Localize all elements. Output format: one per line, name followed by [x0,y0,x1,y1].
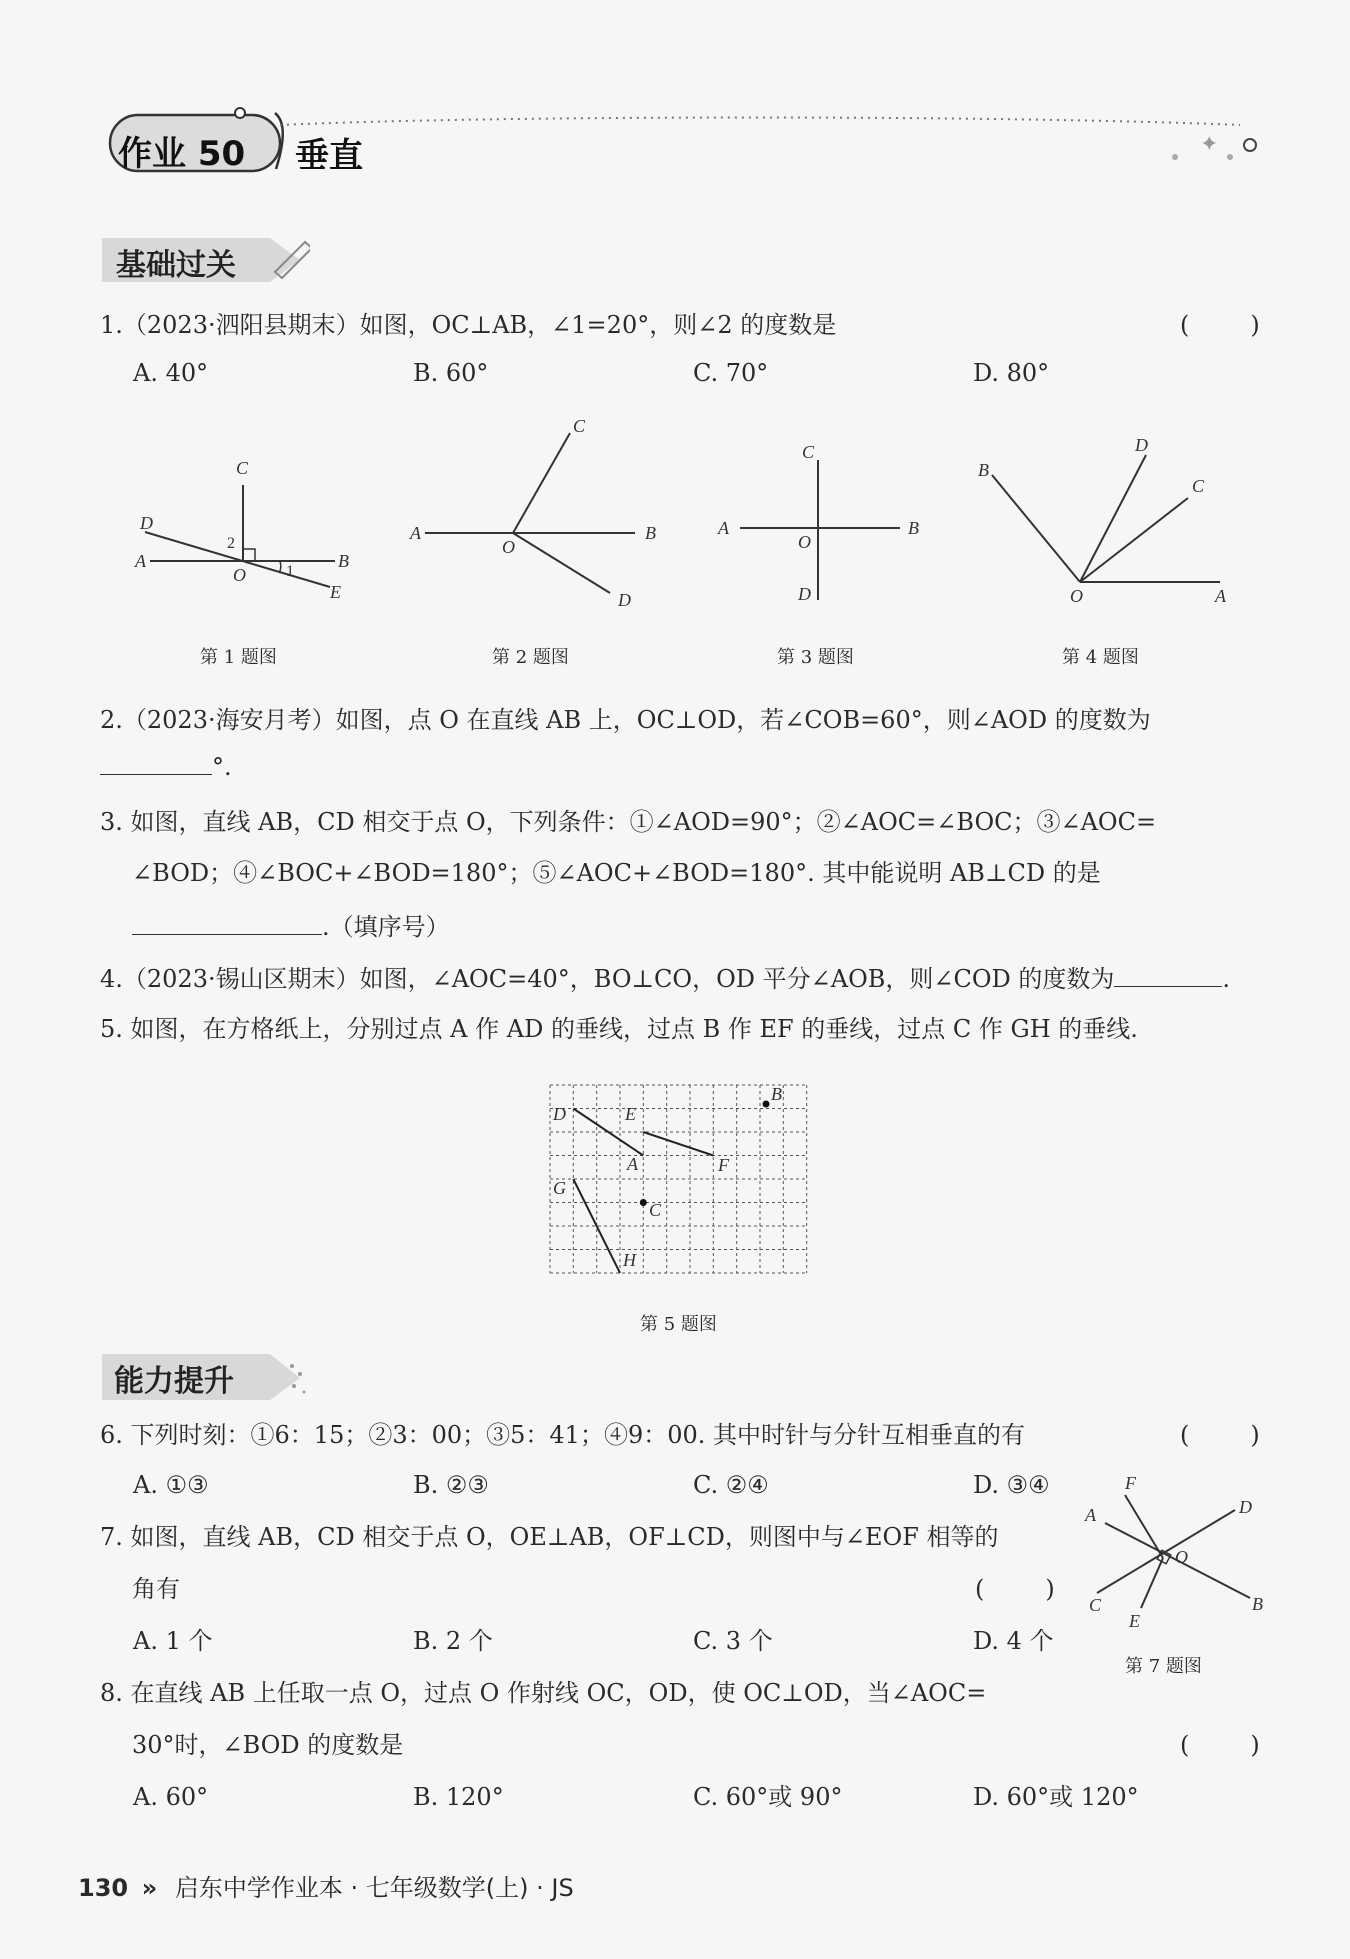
figure-1 [130,450,360,620]
question-2: 2.（2023·海安月考）如图，点 O 在直线 AB 上，OC⊥OD，若∠COB=60°，则∠AOD 的度数为 [100,706,1151,734]
homework-badge: 作业 50 [118,134,246,174]
answer-paren-6: ( ) [1180,1421,1260,1449]
question-6: 6. 下列时刻：①6：15；②3：00；③5：41；④9：00. 其中时针与分针互相垂直的有 [100,1421,1026,1449]
label-angle-1: 1 [286,563,294,580]
page-number: 130 [78,1874,129,1902]
question-7-line-2: 角有 [132,1575,180,1603]
label-h: H [623,1250,636,1270]
answer-paren-7: ( ) [975,1575,1055,1603]
question-3-line-3: .（填序号） [132,908,450,944]
label-b: B [1252,1594,1263,1614]
label-b: B [771,1084,782,1104]
label-b: B [978,460,989,480]
q1-option-c: C. 70° [693,359,769,387]
svg-text:✦: ✦ [1200,131,1219,156]
header-decoration [100,85,1280,195]
footer [78,1868,574,1903]
label-c: C [649,1200,662,1220]
label-f: F [718,1155,729,1175]
label-a: A [718,518,729,538]
label-o: O [233,565,246,585]
label-a: A [1085,1505,1096,1525]
question-7: 7. 如图，直线 AB，CD 相交于点 O，OE⊥AB，OF⊥CD，则图中与∠EOF 相等的 [100,1523,999,1551]
label-a: A [135,551,146,571]
label-c: C [1192,476,1205,496]
label-e: E [1129,1611,1140,1631]
label-d: D [1239,1497,1252,1517]
answer-paren-1: ( ) [1180,311,1260,339]
q6-option-c: C. ②④ [693,1471,769,1499]
question-8: 8. 在直线 AB 上任取一点 O，过点 O 作射线 OC，OD，使 OC⊥OD，当∠AOC= [100,1679,987,1707]
caption-figure-1: 第 1 题图 [200,647,277,668]
answer-blank-2[interactable] [100,748,212,775]
section-title-basic: 基础过关 [116,248,236,283]
label-f: F [1125,1473,1136,1493]
label-a: A [1215,586,1226,606]
question-3-line-2: ∠BOD；④∠BOC+∠BOD=180°；⑤∠AOC+∠BOD=180°. 其中能说明 AB⊥CD 的是 [132,859,1101,887]
q7-option-c: C. 3 个 [693,1627,773,1655]
caption-figure-4: 第 4 题图 [1062,647,1139,668]
section-title-ability: 能力提升 [114,1364,234,1399]
q1-option-d: D. 80° [973,359,1050,387]
label-d: D [798,584,811,604]
q8-option-d: D. 60°或 120° [973,1783,1139,1811]
label-c: C [573,416,586,436]
label-angle-2: 2 [227,535,235,552]
label-c: C [802,442,815,462]
label-e: E [625,1104,636,1124]
label-e: E [330,582,341,602]
label-o: O [502,537,515,557]
q1-option-a: A. 40° [133,359,209,387]
answer-blank-4[interactable] [1114,960,1222,987]
label-a: A [410,523,421,543]
figure-5-grid [545,1080,820,1280]
caption-figure-2: 第 2 题图 [492,647,569,668]
label-o: O [798,532,811,552]
answer-blank-3[interactable] [132,908,322,935]
figure-3 [710,440,940,610]
caption-figure-7: 第 7 题图 [1125,1656,1202,1677]
caption-figure-5: 第 5 题图 [640,1314,717,1335]
q8-option-a: A. 60° [133,1783,209,1811]
question-8-line-2: 30°时，∠BOD 的度数是 [132,1731,404,1759]
question-4: 4.（2023·锡山区期末）如图，∠AOC=40°，BO⊥CO，OD 平分∠AOB，则∠COD 的度数为 . [100,960,1230,996]
q7-option-b: B. 2 个 [413,1627,493,1655]
label-b: B [908,518,919,538]
label-d: D [618,590,631,610]
q7-option-d: D. 4 个 [973,1627,1054,1655]
q8-option-c: C. 60°或 90° [693,1783,843,1811]
q8-option-b: B. 120° [413,1783,504,1811]
question-1: 1.（2023·泗阳县期末）如图，OC⊥AB，∠1=20°，则∠2 的度数是 [100,311,837,339]
q7-option-a: A. 1 个 [133,1627,213,1655]
label-d: D [1135,435,1148,455]
q1-option-b: B. 60° [413,359,489,387]
figure-2 [405,415,665,615]
label-c: C [236,458,249,478]
label-b: B [645,523,656,543]
figure-4 [970,430,1240,620]
label-g: G [553,1178,566,1198]
footer-book-title: 启东中学作业本 · 七年级数学(上) · JS [174,1874,574,1902]
label-o: O [1070,586,1083,606]
arrows-icon: » [141,1874,158,1902]
label-c: C [1089,1595,1102,1615]
question-5: 5. 如图，在方格纸上，分别过点 A 作 AD 的垂线，过点 B 作 EF 的垂线，过点 C 作 GH 的垂线. [100,1015,1138,1043]
q6-option-b: B. ②③ [413,1471,489,1499]
q6-option-d: D. ③④ [973,1471,1050,1499]
figure-7 [1075,1465,1275,1645]
label-a: A [627,1154,638,1174]
label-d: D [553,1104,566,1124]
answer-paren-8: ( ) [1180,1731,1260,1759]
q6-option-a: A. ①③ [133,1471,209,1499]
label-d: D [140,513,153,533]
caption-figure-3: 第 3 题图 [777,647,854,668]
question-3: 3. 如图，直线 AB，CD 相交于点 O，下列条件：①∠AOD=90°；②∠AOC=∠BOC；③∠AOC= [100,808,1157,836]
label-b: B [338,551,349,571]
question-2-line-2: °. [100,748,232,784]
label-o: O [1175,1547,1188,1567]
page-title: 垂直 [295,136,363,176]
